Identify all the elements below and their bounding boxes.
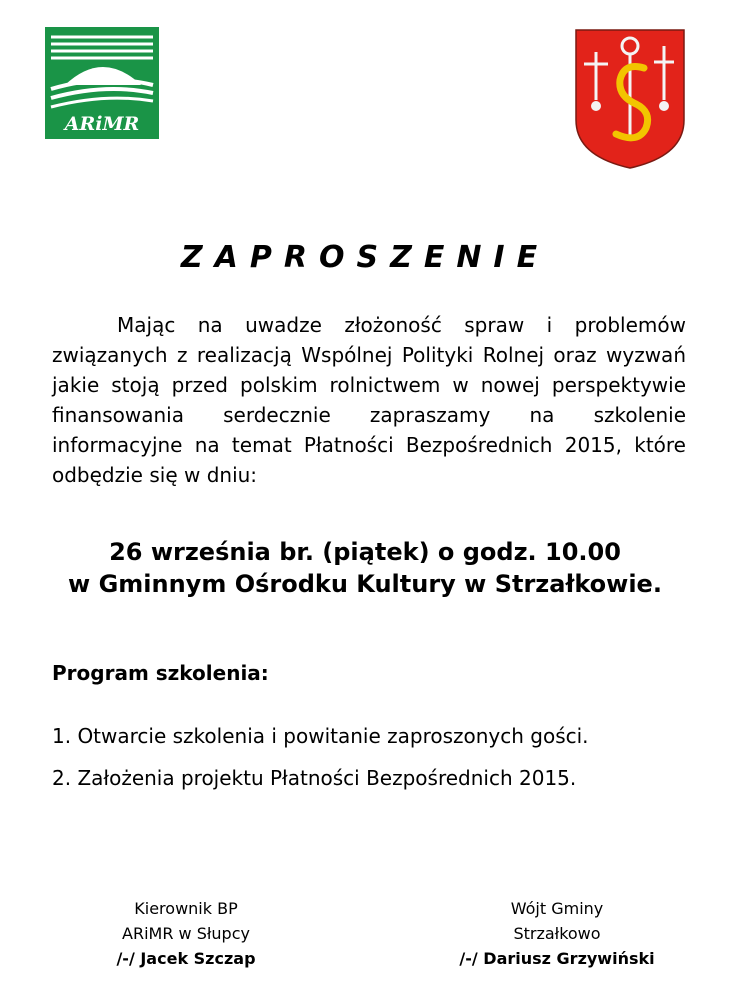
intro-paragraph: Mając na uwadze złożoność spraw i problemów związanych z realizacją Wspólnej Polityki Rolnej oraz wyzwań jakie stoją przed polskim rolnictwem w nowej perspektywie finansowania serdecznie zapraszamy na szkolenie informacyjne na temat Płatności Bezpośrednich 2015, które odbędzie się w dniu: (52, 313, 686, 487)
event-venue-line: w Gminnym Ośrodku Kultury w Strzałkowie. (68, 570, 662, 598)
event-date-line: 26 września br. (piątek) o godz. 10.00 (109, 538, 621, 566)
coat-of-arms-graphic (574, 28, 686, 170)
event-details (0, 536, 730, 600)
signature-role: Wójt Gminy (510, 899, 604, 918)
arimr-logo-graphic (45, 27, 159, 139)
signature-name: /-/ Dariusz Grzywiński (459, 949, 655, 968)
strzalkowo-coat-of-arms (574, 28, 686, 170)
signature-left (86, 896, 286, 971)
page-title: ZAPROSZENIE (180, 240, 550, 275)
signature-office: ARiMR w Słupcy (122, 924, 250, 943)
signature-name: /-/ Jacek Szczap (116, 949, 256, 968)
signature-right (432, 896, 682, 971)
signature-role: Kierownik BP (134, 899, 238, 918)
signature-office: Strzałkowo (513, 924, 601, 943)
program-item: 2. Założenia projektu Płatności Bezpośrednich 2015. (52, 766, 577, 790)
program-item: 1. Otwarcie szkolenia i powitanie zaproszonych gości. (52, 724, 589, 748)
program-list (52, 722, 589, 806)
program-heading: Program szkolenia: (52, 661, 269, 685)
arimr-logo (45, 27, 159, 139)
arimr-logo-text: ARiMR (64, 113, 140, 135)
